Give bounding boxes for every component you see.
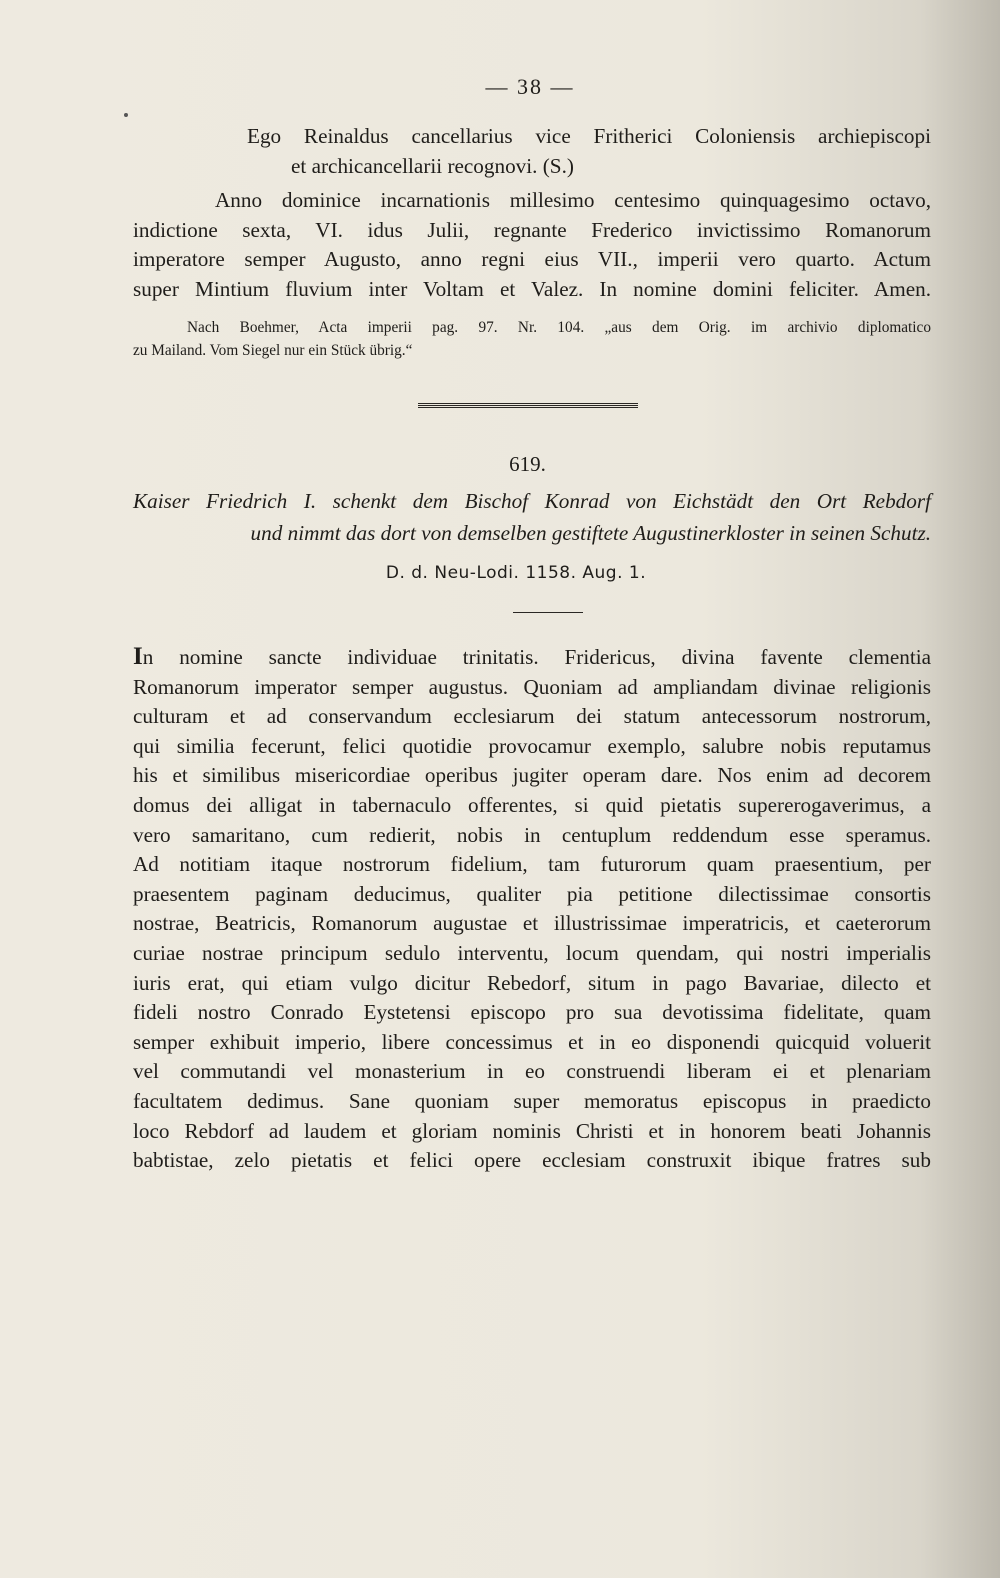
source-note-line: Nach Boehmer, Acta imperii pag. 97. Nr. 104. „aus dem Orig. im archivio diplomatico	[187, 319, 931, 336]
body-line: domus dei alligat in tabernaculo offerentes, si quid pietatis supererogaverimus, a	[133, 792, 931, 817]
body-line: nostrae, Beatricis, Romanorum augustae et illustrissimae imperatricis, et caeterorum	[133, 911, 931, 936]
body-line: loco Rebdorf ad laudem et gloriam nominis Christi et in honorem beati Johannis	[133, 1118, 931, 1143]
regest-line: Kaiser Friedrich I. schenkt dem Bischof Konrad von Eichstädt den Ort Rebdorf	[133, 489, 931, 513]
recognition-block	[133, 122, 931, 181]
recognition-line: et archicancellarii recognovi. (S.)	[291, 153, 574, 178]
section-divider	[418, 403, 638, 408]
body-line: facultatem dedimus. Sane quoniam super memoratus episcopus in praedicto	[133, 1088, 931, 1113]
dating-line: Anno dominice incarnationis millesimo centesimo quinquagesimo octavo,	[215, 188, 931, 212]
regest	[133, 485, 931, 549]
body-line: culturam et ad conservandum ecclesiarum dei statum antecessorum nostrorum,	[133, 704, 931, 729]
recognition-line: Ego Reinaldus cancellarius vice Fritherici Coloniensis archiepiscopi	[247, 124, 931, 148]
body-line: praesentem paginam deducimus, qualiter pia petitione dilectissimae consortis	[133, 881, 931, 906]
document-number: 619.	[509, 452, 546, 476]
charter-body	[133, 642, 931, 1176]
source-note-line: zu Mailand. Vom Siegel nur ein Stück übrig.“	[133, 342, 413, 359]
ink-speck	[124, 113, 128, 117]
dating-line: super Mintium fluvium inter Voltam et Valez. In nomine domini feliciter. Amen.	[133, 276, 931, 301]
body-line	[133, 642, 931, 673]
body-line: semper exhibuit imperio, libere concessimus et in eo disponendi quicquid voluerit	[133, 1029, 931, 1054]
body-line: vero samaritano, cum redierit, nobis in centuplum reddendum esse speramus.	[133, 822, 931, 847]
source-note	[133, 316, 931, 362]
page-number: — 38 —	[485, 74, 575, 99]
date-place-line: D. d. Neu-Lodi. 1158. Aug. 1.	[385, 563, 647, 583]
body-line: qui similia fecerunt, felici quotidie provocamur exemplo, salubre nobis reputamus	[133, 733, 931, 758]
body-line: vel commutandi vel monasterium in eo construendi liberam ei et plenariam	[133, 1059, 931, 1084]
body-line: curiae nostrae principum sedulo interventu, locum quendam, qui nostri imperialis	[133, 940, 931, 965]
body-line: his et similibus misericordiae operibus jugiter operam dare. Nos enim ad decorem	[133, 763, 931, 788]
body-line: Ad notitiam itaque nostrorum fidelium, tam futurorum quam praesentium, per	[133, 852, 931, 877]
body-line: Romanorum imperator semper augustus. Quoniam ad ampliandam divinae religionis	[133, 674, 931, 699]
dating-block	[133, 186, 931, 304]
dating-line: imperatore semper Augusto, anno regni eius VII., imperii vero quarto. Actum	[133, 247, 931, 272]
initial-letter: I	[133, 643, 143, 670]
dating-line: indictione sexta, VI. idus Julii, regnante Frederico invictissimo Romanorum	[133, 217, 931, 242]
regest-line: und nimmt das dort von demselben gestiftete Augustinerkloster in seinen Schutz.	[250, 521, 931, 545]
body-line: iuris erat, qui etiam vulgo dicitur Rebedorf, situm in pago Bavariae, dilecto et	[133, 970, 931, 995]
body-line: fideli nostro Conrado Eystetensi episcopo pro sua devotissima fidelitate, quam	[133, 1000, 931, 1025]
body-line-text: n nomine sancte individuae trinitatis. Fridericus, divina favente clementia	[142, 645, 931, 669]
short-divider	[513, 612, 583, 613]
body-line: babtistae, zelo pietatis et felici opere ecclesiam construxit ibique fratres sub	[133, 1148, 931, 1173]
